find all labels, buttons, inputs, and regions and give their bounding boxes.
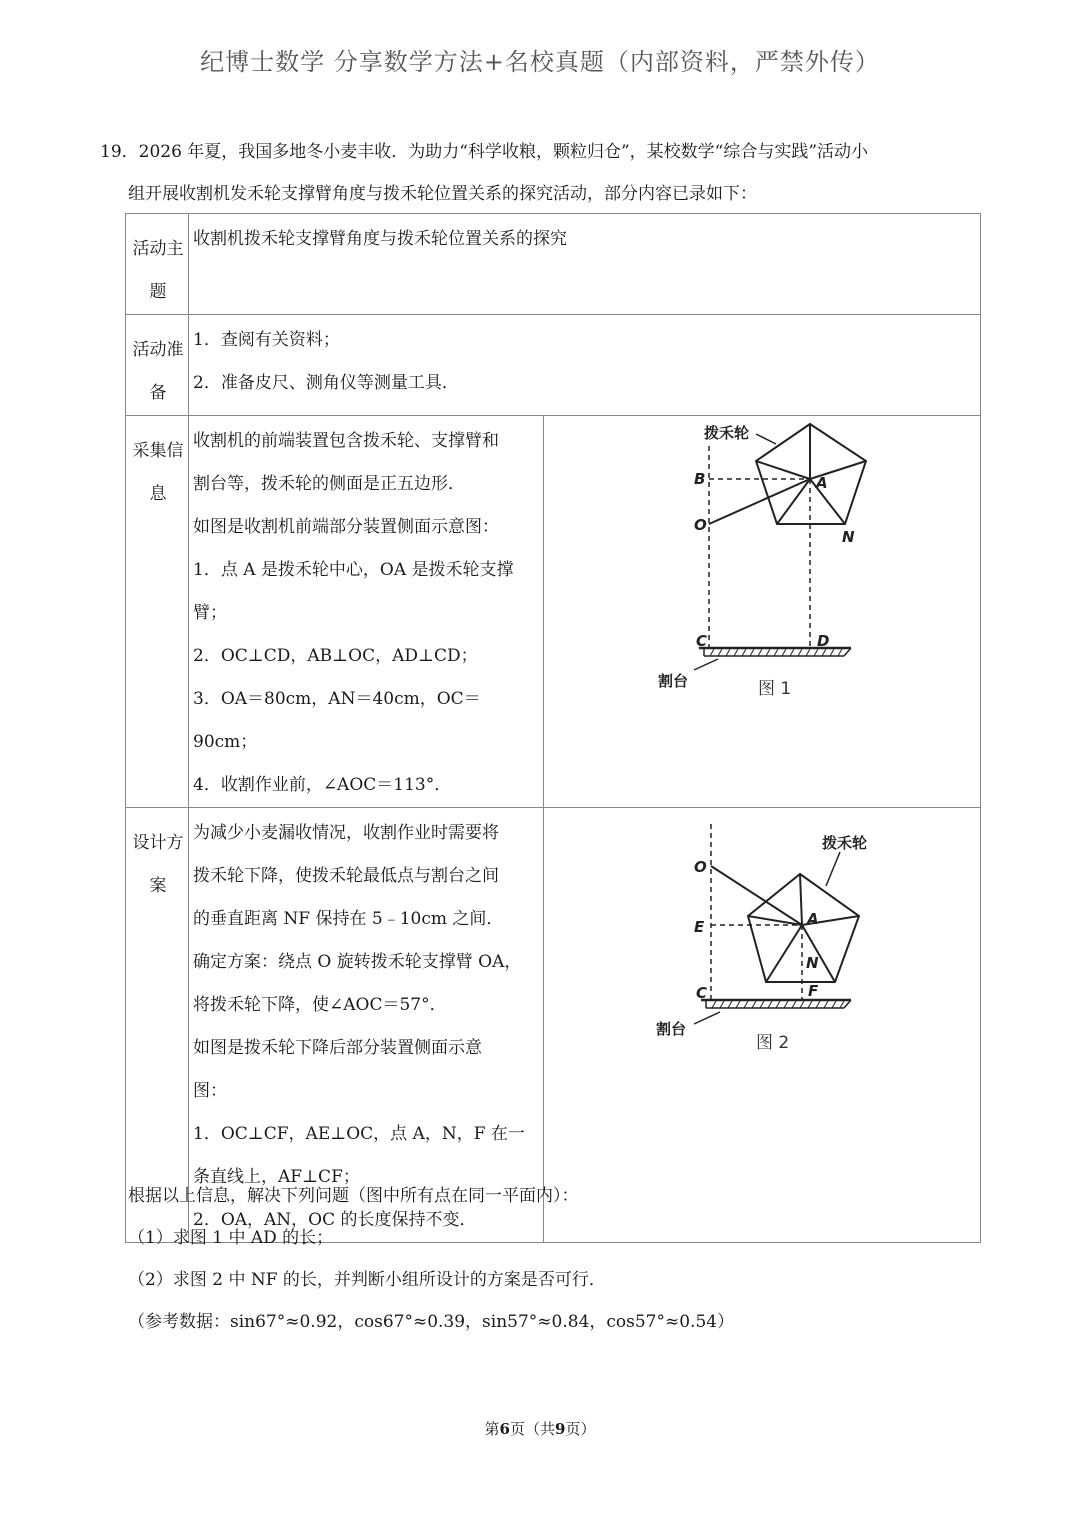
design-line: 2．OA，AN，OC 的长度保持不变．	[193, 1210, 477, 1230]
fig2-point-n: N	[806, 954, 819, 972]
collect-line: 4．收割作业前，∠AOC＝113°．	[193, 775, 452, 795]
footer-total-pages: 9	[555, 1420, 566, 1438]
collect-line: 1．点 A 是拨禾轮中心，OA 是拨禾轮支撑	[193, 560, 514, 580]
fig1-wheel-label: 拨禾轮	[704, 424, 750, 442]
design-line: 将拨禾轮下降，使∠AOC＝57°．	[193, 995, 447, 1015]
fig2-point-c: C	[696, 984, 708, 1002]
fig1-point-b: B	[694, 470, 706, 488]
support-arm-oa	[709, 479, 810, 524]
design-line: 如图是拨禾轮下降后部分装置侧面示意	[193, 1038, 482, 1058]
design-line: 为减少小麦漏收情况，收割作业时需要将	[193, 823, 499, 843]
row-prep	[126, 315, 981, 416]
page-footer	[0, 1418, 1080, 1439]
design-line: 1．OC⊥CF，AE⊥OC，点 A，N，F 在一	[193, 1124, 525, 1144]
collect-line: 2．OC⊥CD，AB⊥OC，AD⊥CD；	[193, 646, 478, 666]
fig2-point-a: A	[807, 910, 819, 928]
footer-suffix: 页）	[565, 1420, 596, 1438]
fig2-wheel-label: 拨禾轮	[822, 834, 868, 852]
row-design	[126, 808, 981, 1243]
fig1-point-n: N	[842, 528, 855, 546]
prep-item: 2．准备皮尺、测角仪等测量工具．	[193, 373, 459, 393]
prep-item: 1．查阅有关资料；	[193, 330, 340, 350]
page-header: 纪博士数学 分享数学方法+名校真题（内部资料，严禁外传）	[200, 48, 880, 76]
figure-1	[544, 416, 980, 760]
design-line: 条直线上，AF⊥CF；	[193, 1167, 360, 1187]
footer-prefix: 第	[484, 1420, 500, 1438]
fig1-point-d: D	[817, 632, 830, 650]
sub-question-1: （1）求图 1 中 AD 的长；	[128, 1228, 334, 1248]
fig1-platform-label: 割台	[658, 672, 689, 690]
collect-label: 采集信息	[132, 441, 184, 504]
fig2-point-f: F	[808, 982, 819, 1000]
support-arm-oa	[711, 866, 802, 925]
prep-label: 活动准备	[132, 340, 184, 403]
figure-2	[544, 808, 980, 1236]
fig2-point-o: O	[694, 858, 707, 876]
fig2-caption: 图 2	[756, 1033, 790, 1053]
question-line-2: 组开展收割机发禾轮支撑臂角度与拨禾轮位置关系的探究活动，部分内容已录如下：	[128, 184, 757, 204]
collect-line: 割台等，拨禾轮的侧面是正五边形．	[193, 474, 465, 494]
fig2-point-e: E	[694, 918, 705, 936]
collect-line: 3．OA＝80cm，AN＝40cm，OC＝90cm；	[193, 689, 481, 752]
question-line-1: 19．2026 年夏，我国多地冬小麦丰收．为助力“科学收粮，颗粒归仓”，某校数学“综合与实践”活动小	[100, 142, 869, 162]
design-line: 图：	[193, 1081, 227, 1101]
fig1-point-a: A	[816, 474, 828, 492]
collect-line: 收割机的前端装置包含拨禾轮、支撑臂和	[193, 431, 499, 451]
fig1-point-o: O	[694, 516, 707, 534]
row-theme	[126, 214, 981, 315]
sub-question-2: （2）求图 2 中 NF 的长，并判断小组所设计的方案是否可行．	[128, 1270, 606, 1290]
footer-mid: 页（共	[509, 1420, 555, 1438]
fig1-point-c: C	[696, 632, 708, 650]
row-collect	[126, 416, 981, 808]
design-line: 拨禾轮下降，使拨禾轮最低点与割台之间	[193, 866, 499, 886]
fig2-platform-label: 割台	[656, 1020, 687, 1038]
activity-table	[125, 213, 981, 1243]
design-label: 设计方案	[132, 833, 184, 896]
design-line: 确定方案：绕点 O 旋转拨禾轮支撑臂 OA，	[193, 952, 522, 972]
fig1-caption: 图 1	[758, 679, 792, 699]
theme-label: 活动主题	[132, 239, 184, 302]
collect-line: 臂；	[193, 603, 227, 623]
collect-line: 如图是收割机前端部分装置侧面示意图：	[193, 517, 499, 537]
problem-intro: 根据以上信息，解决下列问题（图中所有点在同一平面内）：	[128, 1186, 579, 1206]
reference-data: （参考数据：sin67°≈0.92，cos67°≈0.39，sin57°≈0.84，cos57°≈0.54）	[128, 1312, 735, 1332]
design-line: 的垂直距离 NF 保持在 5﹣10cm 之间．	[193, 909, 504, 929]
theme-text: 收割机拨禾轮支撑臂角度与拨禾轮位置关系的探究	[193, 229, 567, 249]
footer-page-number: 6	[499, 1420, 510, 1438]
